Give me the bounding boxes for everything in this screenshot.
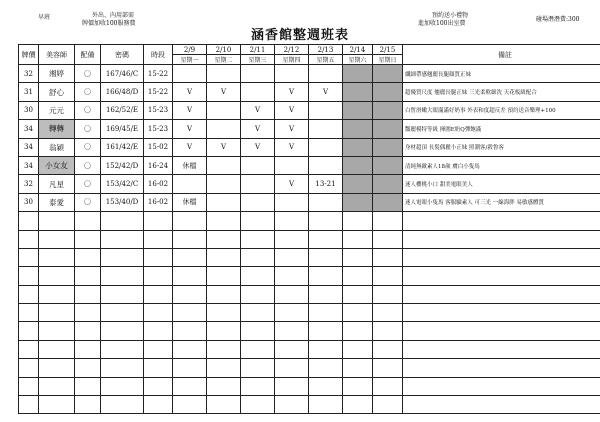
empty-cell xyxy=(101,359,144,377)
empty-cell xyxy=(207,359,241,377)
date-header: 2/14 xyxy=(343,45,373,55)
empty-cell xyxy=(373,340,403,358)
header-right-line2: 進加收100出室費 xyxy=(418,20,466,27)
empty-cell xyxy=(309,377,343,395)
empty-row xyxy=(19,359,600,377)
cell-d4: V xyxy=(275,101,309,119)
cell-d3: V xyxy=(241,138,275,156)
cell-d4: V xyxy=(275,83,309,101)
empty-cell xyxy=(101,248,144,266)
cell-d5 xyxy=(309,193,343,211)
cell-d5 xyxy=(309,101,343,119)
empty-cell xyxy=(39,212,75,230)
cell-d1: 休檔 xyxy=(173,193,207,211)
header-right-line1: 預約送小禮物 xyxy=(432,12,469,19)
cell-name: 舒心 xyxy=(39,83,75,101)
cell-d2 xyxy=(207,120,241,138)
cell-d1: 休檔 xyxy=(173,156,207,174)
empty-cell xyxy=(275,230,309,248)
empty-cell xyxy=(207,248,241,266)
empty-cell xyxy=(39,359,75,377)
empty-cell xyxy=(173,230,207,248)
empty-cell xyxy=(144,285,173,303)
empty-cell xyxy=(144,267,173,285)
page-title: 涵香館整週班表 xyxy=(250,28,349,43)
empty-cell xyxy=(75,359,101,377)
cell-d5: V xyxy=(309,83,343,101)
empty-cell xyxy=(75,230,101,248)
cell-time: 15-22 xyxy=(144,65,173,83)
empty-cell xyxy=(39,267,75,285)
empty-cell xyxy=(373,304,403,322)
cell-d3 xyxy=(241,65,275,83)
empty-cell xyxy=(241,322,275,340)
empty-cell xyxy=(173,377,207,395)
table-row xyxy=(19,193,600,211)
header-note-line2: 牌價加收100服務費 xyxy=(82,20,136,27)
empty-cell xyxy=(241,230,275,248)
date-header: 2/9 xyxy=(173,45,207,55)
empty-cell xyxy=(275,248,309,266)
empty-cell xyxy=(144,340,173,358)
empty-cell xyxy=(173,396,207,414)
date-header: 2/15 xyxy=(373,45,403,55)
cell-d1: V xyxy=(173,83,207,101)
date-header: 2/11 xyxy=(241,45,275,55)
cell-code: 152/42/D xyxy=(101,156,144,174)
cell-d2: V xyxy=(207,83,241,101)
empty-cell xyxy=(19,377,39,395)
empty-cell xyxy=(403,304,600,322)
cell-num: 34 xyxy=(19,120,39,138)
weekday-header: 星期日 xyxy=(373,55,403,65)
cell-name: 翁穎 xyxy=(39,138,75,156)
empty-cell xyxy=(207,396,241,414)
weekend-cell-sat xyxy=(343,83,373,101)
circle-mark: 〇 xyxy=(75,156,101,174)
empty-cell xyxy=(241,359,275,377)
empty-cell xyxy=(343,340,373,358)
table-row xyxy=(19,138,600,156)
empty-row xyxy=(19,267,600,285)
cell-d1: V xyxy=(173,101,207,119)
empty-cell xyxy=(207,267,241,285)
circle-mark: 〇 xyxy=(75,65,101,83)
cell-note: 豔麗模特等級 揮圍E奶Q彈飽滿 xyxy=(403,120,600,138)
weekday-header: 星期六 xyxy=(343,55,373,65)
empty-cell xyxy=(309,340,343,358)
empty-cell xyxy=(75,285,101,303)
cell-time: 16-24 xyxy=(144,156,173,174)
date-header: 2/10 xyxy=(207,45,241,55)
weekend-cell-sun xyxy=(373,193,403,211)
empty-cell xyxy=(241,248,275,266)
cell-d2 xyxy=(207,175,241,193)
empty-cell xyxy=(275,285,309,303)
empty-cell xyxy=(403,267,600,285)
empty-cell xyxy=(373,248,403,266)
col-header-name: 美容師 xyxy=(39,45,75,65)
empty-cell xyxy=(275,322,309,340)
empty-cell xyxy=(207,340,241,358)
cell-name: 湘婷 xyxy=(39,65,75,83)
col-header-circle: 配備 xyxy=(75,45,101,65)
empty-cell xyxy=(173,285,207,303)
cell-d1 xyxy=(173,65,207,83)
circle-mark: 〇 xyxy=(75,83,101,101)
cell-num: 34 xyxy=(19,156,39,174)
cell-d5: 13-21 xyxy=(309,175,343,193)
empty-cell xyxy=(101,304,144,322)
empty-cell xyxy=(144,248,173,266)
col-header-time: 時段 xyxy=(144,45,173,65)
empty-row xyxy=(19,340,600,358)
weekday-header: 星期三 xyxy=(241,55,275,65)
schedule-table xyxy=(18,44,600,414)
cell-name: 轉轉 xyxy=(39,120,75,138)
shift-label: 早班 xyxy=(38,14,51,21)
empty-cell xyxy=(309,322,343,340)
empty-cell xyxy=(343,285,373,303)
empty-cell xyxy=(39,285,75,303)
table-row xyxy=(19,156,600,174)
empty-cell xyxy=(101,322,144,340)
weekend-cell-sun xyxy=(373,175,403,193)
weekend-cell-sat xyxy=(343,175,373,193)
empty-cell xyxy=(309,230,343,248)
cell-d3 xyxy=(241,193,275,211)
empty-cell xyxy=(373,212,403,230)
table-row xyxy=(19,175,600,193)
empty-cell xyxy=(309,267,343,285)
empty-cell xyxy=(343,304,373,322)
cell-d3 xyxy=(241,175,275,193)
empty-cell xyxy=(19,285,39,303)
cell-code: 161/42/E xyxy=(101,138,144,156)
weekday-header: 星期一 xyxy=(173,55,207,65)
cell-d2 xyxy=(207,65,241,83)
empty-cell xyxy=(275,377,309,395)
empty-cell xyxy=(275,267,309,285)
weekend-cell-sat xyxy=(343,193,373,211)
empty-cell xyxy=(241,212,275,230)
empty-cell xyxy=(373,230,403,248)
empty-cell xyxy=(101,212,144,230)
empty-cell xyxy=(343,322,373,340)
cell-time: 15-23 xyxy=(144,120,173,138)
empty-cell xyxy=(207,322,241,340)
weekend-cell-sat xyxy=(343,120,373,138)
table-row xyxy=(19,101,600,119)
empty-cell xyxy=(173,248,207,266)
empty-cell xyxy=(403,340,600,358)
weekend-cell-sat xyxy=(343,65,373,83)
empty-cell xyxy=(75,322,101,340)
cell-note: 超優質尺度 翹麗長腿正妹 三光柔軟細洗 天花板級配合 xyxy=(403,83,600,101)
col-header-number: 牌價 xyxy=(19,45,39,65)
empty-cell xyxy=(373,359,403,377)
empty-cell xyxy=(343,230,373,248)
date-header: 2/13 xyxy=(309,45,343,55)
weekend-cell-sun xyxy=(373,120,403,138)
weekend-cell-sun xyxy=(373,83,403,101)
circle-mark: 〇 xyxy=(75,138,101,156)
empty-cell xyxy=(39,396,75,414)
empty-row xyxy=(19,248,600,266)
empty-cell xyxy=(241,267,275,285)
empty-row xyxy=(19,322,600,340)
weekend-cell-sat xyxy=(343,156,373,174)
cell-note: 纖細帶感翹麗長腿顏質正妹 xyxy=(403,65,600,83)
empty-cell xyxy=(39,322,75,340)
empty-cell xyxy=(19,340,39,358)
empty-cell xyxy=(309,304,343,322)
cell-time: 15-02 xyxy=(144,138,173,156)
empty-cell xyxy=(403,248,600,266)
empty-cell xyxy=(75,267,101,285)
cell-name: 泰愛 xyxy=(39,193,75,211)
cell-d5 xyxy=(309,138,343,156)
empty-cell xyxy=(403,230,600,248)
circle-mark: 〇 xyxy=(75,120,101,138)
empty-cell xyxy=(39,248,75,266)
empty-cell xyxy=(343,267,373,285)
weekend-cell-sun xyxy=(373,65,403,83)
empty-cell xyxy=(75,304,101,322)
cell-d1: V xyxy=(173,138,207,156)
empty-cell xyxy=(309,285,343,303)
cell-d4: V xyxy=(275,175,309,193)
empty-cell xyxy=(101,230,144,248)
empty-cell xyxy=(275,304,309,322)
cell-d2: V xyxy=(207,138,241,156)
cell-d3 xyxy=(241,156,275,174)
cell-d4: V xyxy=(275,138,309,156)
empty-cell xyxy=(19,304,39,322)
empty-row xyxy=(19,377,600,395)
cell-num: 32 xyxy=(19,65,39,83)
empty-cell xyxy=(144,212,173,230)
weekend-cell-sat xyxy=(343,101,373,119)
table-row xyxy=(19,83,600,101)
empty-cell xyxy=(173,340,207,358)
empty-cell xyxy=(19,396,39,414)
empty-cell xyxy=(275,396,309,414)
weekend-cell-sat xyxy=(343,138,373,156)
cell-code: 153/42/C xyxy=(101,175,144,193)
empty-cell xyxy=(343,377,373,395)
weekend-cell-sun xyxy=(373,156,403,174)
empty-cell xyxy=(207,304,241,322)
table-row xyxy=(19,120,600,138)
empty-cell xyxy=(173,359,207,377)
empty-cell xyxy=(241,304,275,322)
empty-cell xyxy=(39,304,75,322)
empty-cell xyxy=(19,267,39,285)
empty-cell xyxy=(373,322,403,340)
cell-time: 16-02 xyxy=(144,175,173,193)
cell-time: 15-23 xyxy=(144,101,173,119)
cell-name: 元元 xyxy=(39,101,75,119)
cell-d5 xyxy=(309,120,343,138)
empty-cell xyxy=(173,304,207,322)
empty-cell xyxy=(403,396,600,414)
empty-cell xyxy=(241,377,275,395)
empty-cell xyxy=(275,340,309,358)
col-header-code: 密碼 xyxy=(101,45,144,65)
cell-num: 32 xyxy=(19,175,39,193)
empty-cell xyxy=(101,377,144,395)
empty-cell xyxy=(75,212,101,230)
cell-d4 xyxy=(275,65,309,83)
empty-row xyxy=(19,230,600,248)
header-note-line1: 外出、內用部需 xyxy=(92,12,135,19)
cell-name: 小女友 xyxy=(39,156,75,174)
cell-d4 xyxy=(275,156,309,174)
empty-cell xyxy=(343,248,373,266)
empty-cell xyxy=(207,212,241,230)
empty-cell xyxy=(403,285,600,303)
empty-cell xyxy=(144,322,173,340)
cell-d1 xyxy=(173,175,207,193)
cell-d1: V xyxy=(173,120,207,138)
empty-cell xyxy=(403,377,600,395)
table-row xyxy=(19,65,600,83)
empty-cell xyxy=(309,359,343,377)
empty-cell xyxy=(373,396,403,414)
cell-note: 白皙滑嫩大眼滿滿好奶事 外表和度超反差 預約送音樂理+100 xyxy=(403,101,600,119)
empty-cell xyxy=(144,359,173,377)
circle-mark: 〇 xyxy=(75,175,101,193)
empty-cell xyxy=(343,212,373,230)
empty-cell xyxy=(403,322,600,340)
weekday-header: 星期二 xyxy=(207,55,241,65)
cell-name: 凡星 xyxy=(39,175,75,193)
empty-cell xyxy=(241,285,275,303)
cell-d3 xyxy=(241,83,275,101)
empty-cell xyxy=(144,230,173,248)
empty-cell xyxy=(207,377,241,395)
empty-cell xyxy=(39,377,75,395)
empty-cell xyxy=(19,359,39,377)
weekend-cell-sun xyxy=(373,138,403,156)
date-header: 2/12 xyxy=(275,45,309,55)
empty-cell xyxy=(173,267,207,285)
empty-cell xyxy=(39,230,75,248)
empty-cell xyxy=(207,285,241,303)
cell-d4: V xyxy=(275,120,309,138)
empty-cell xyxy=(309,248,343,266)
empty-cell xyxy=(207,230,241,248)
cell-num: 34 xyxy=(19,138,39,156)
empty-cell xyxy=(343,396,373,414)
cell-code: 169/45/E xyxy=(101,120,144,138)
empty-cell xyxy=(75,377,101,395)
empty-cell xyxy=(403,359,600,377)
empty-cell xyxy=(373,267,403,285)
cell-time: 15-22 xyxy=(144,83,173,101)
cell-num: 30 xyxy=(19,101,39,119)
header-fee: 碰場潛潛費:300 xyxy=(536,16,580,23)
circle-mark: 〇 xyxy=(75,101,101,119)
cell-d4 xyxy=(275,193,309,211)
empty-row xyxy=(19,304,600,322)
empty-cell xyxy=(275,359,309,377)
cell-note: 迷人電眼小隻馬 客服驗素人 可三光 一線海胖 易敏感體質 xyxy=(403,193,600,211)
cell-d2 xyxy=(207,101,241,119)
empty-cell xyxy=(101,267,144,285)
cell-d2 xyxy=(207,156,241,174)
empty-cell xyxy=(144,304,173,322)
empty-cell xyxy=(19,248,39,266)
empty-cell xyxy=(19,322,39,340)
cell-code: 166/48/D xyxy=(101,83,144,101)
cell-code: 167/46/C xyxy=(101,65,144,83)
cell-d5 xyxy=(309,156,343,174)
empty-cell xyxy=(373,285,403,303)
empty-cell xyxy=(173,212,207,230)
empty-cell xyxy=(343,359,373,377)
cell-num: 30 xyxy=(19,193,39,211)
cell-note: 迷人櫻桃小口 甜美電眼美人 xyxy=(403,175,600,193)
empty-cell xyxy=(173,322,207,340)
weekend-cell-sun xyxy=(373,101,403,119)
weekday-header: 星期四 xyxy=(275,55,309,65)
empty-cell xyxy=(75,396,101,414)
empty-cell xyxy=(403,212,600,230)
empty-cell xyxy=(144,377,173,395)
cell-note: 身材超頂 長髮偶麗小正妹 照潮客/殺鲁客 xyxy=(403,138,600,156)
empty-cell xyxy=(39,340,75,358)
empty-cell xyxy=(19,230,39,248)
cell-d3: V xyxy=(241,101,275,119)
col-header-notes: 備註 xyxy=(403,45,600,65)
empty-cell xyxy=(144,396,173,414)
cell-code: 162/52/E xyxy=(101,101,144,119)
cell-note: 清純無敵素人18歲 膚白小隻馬 xyxy=(403,156,600,174)
cell-d2 xyxy=(207,193,241,211)
empty-cell xyxy=(275,212,309,230)
cell-d5 xyxy=(309,65,343,83)
empty-cell xyxy=(75,340,101,358)
empty-cell xyxy=(101,285,144,303)
empty-cell xyxy=(373,377,403,395)
cell-code: 153/40/D xyxy=(101,193,144,211)
empty-cell xyxy=(75,248,101,266)
empty-cell xyxy=(101,340,144,358)
empty-cell xyxy=(19,212,39,230)
empty-row xyxy=(19,396,600,414)
empty-cell xyxy=(101,396,144,414)
cell-d3: V xyxy=(241,120,275,138)
cell-time: 16-02 xyxy=(144,193,173,211)
empty-cell xyxy=(241,396,275,414)
empty-cell xyxy=(309,212,343,230)
cell-num: 31 xyxy=(19,83,39,101)
empty-row xyxy=(19,212,600,230)
empty-cell xyxy=(309,396,343,414)
circle-mark: 〇 xyxy=(75,193,101,211)
weekday-header: 星期五 xyxy=(309,55,343,65)
empty-row xyxy=(19,285,600,303)
empty-cell xyxy=(241,340,275,358)
